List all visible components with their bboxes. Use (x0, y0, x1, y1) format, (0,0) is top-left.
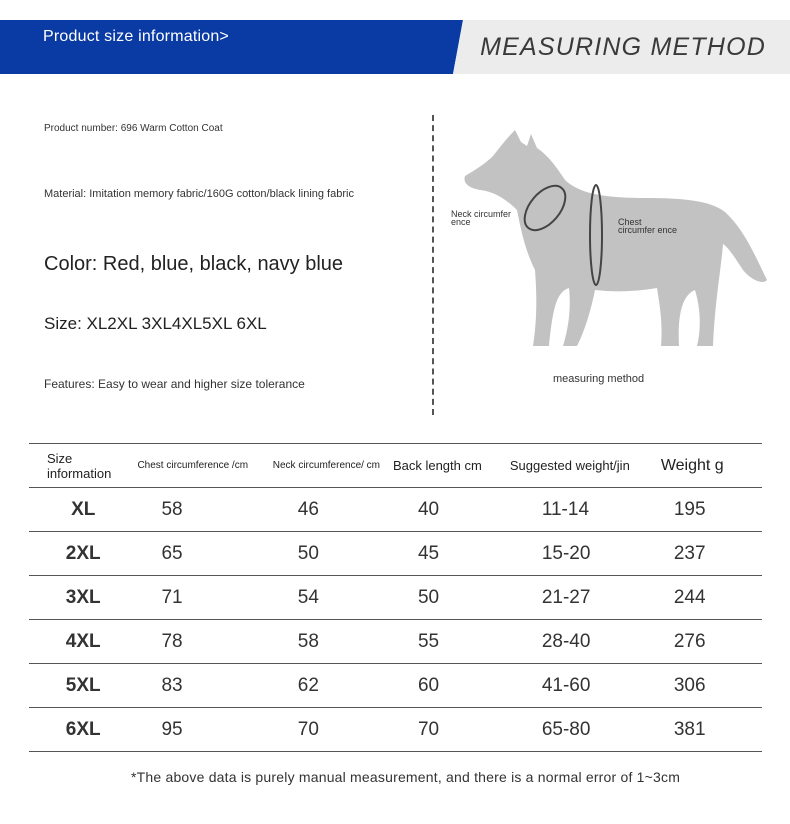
cell-chest: 83 (137, 664, 272, 708)
table-row (29, 620, 762, 664)
cell-chest: 78 (137, 620, 272, 664)
table-row (29, 576, 762, 620)
cell-size: 3XL (29, 576, 137, 620)
size-table (29, 443, 762, 752)
header-neck: Neck circumference/ cm (273, 444, 393, 488)
cell-back: 55 (393, 620, 510, 664)
cell-neck: 46 (273, 488, 393, 532)
cell-weight-g: 237 (661, 532, 762, 576)
cell-weight-suggested: 28-40 (510, 620, 661, 664)
cell-neck: 58 (273, 620, 393, 664)
cell-size: 5XL (29, 664, 137, 708)
cell-weight-g: 276 (661, 620, 762, 664)
cell-chest: 95 (137, 708, 272, 752)
chest-label: Chest circumfer ence (618, 217, 678, 235)
dog-body (465, 130, 767, 346)
cell-weight-g: 195 (661, 488, 762, 532)
neck-label: Neck circumfer ence (451, 209, 512, 227)
header-weight-g: Weight g (661, 444, 762, 488)
header-back: Back length cm (393, 444, 510, 488)
table-body (29, 488, 762, 752)
product-color: Color: Red, blue, black, navy blue (44, 253, 344, 275)
cell-neck: 50 (273, 532, 393, 576)
dog-silhouette-icon (445, 120, 775, 360)
header-size: Size information (29, 444, 137, 488)
cell-size: 6XL (29, 708, 137, 752)
table-header-row (29, 444, 762, 488)
cell-size: XL (29, 488, 137, 532)
table-row (29, 708, 762, 752)
cell-size: 2XL (29, 532, 137, 576)
cell-back: 40 (393, 488, 510, 532)
cell-weight-suggested: 11-14 (510, 488, 661, 532)
cell-weight-suggested: 41-60 (510, 664, 661, 708)
table-row (29, 532, 762, 576)
cell-weight-suggested: 65-80 (510, 708, 661, 752)
cell-weight-suggested: 15-20 (510, 532, 661, 576)
cell-neck: 54 (273, 576, 393, 620)
cell-neck: 62 (273, 664, 393, 708)
header-suggested-weight: Suggested weight/jin (510, 444, 661, 488)
cell-weight-g: 381 (661, 708, 762, 752)
table-row (29, 488, 762, 532)
cell-chest: 65 (137, 532, 272, 576)
header-chest: Chest circumference /cm (137, 444, 272, 488)
cell-back: 50 (393, 576, 510, 620)
banner-left-title: Product size information> (43, 28, 229, 45)
footnote: *The above data is purely manual measurement, and there is a normal error of 1~3cm (131, 769, 681, 785)
dashed-divider (432, 115, 434, 415)
cell-chest: 71 (137, 576, 272, 620)
product-material: Material: Imitation memory fabric/160G cotton/black lining fabric (44, 188, 354, 200)
header-banner (0, 20, 790, 74)
cell-chest: 58 (137, 488, 272, 532)
cell-weight-g: 306 (661, 664, 762, 708)
cell-back: 45 (393, 532, 510, 576)
cell-back: 60 (393, 664, 510, 708)
table-row (29, 664, 762, 708)
measuring-caption: measuring method (553, 373, 645, 385)
banner-right-title: MEASURING METHOD (480, 33, 766, 61)
product-number: Product number: 696 Warm Cotton Coat (44, 123, 223, 134)
cell-size: 4XL (29, 620, 137, 664)
cell-back: 70 (393, 708, 510, 752)
product-size: Size: XL2XL 3XL4XL5XL 6XL (44, 314, 267, 333)
cell-weight-g: 244 (661, 576, 762, 620)
product-features: Features: Easy to wear and higher size tolerance (44, 377, 305, 391)
cell-weight-suggested: 21-27 (510, 576, 661, 620)
cell-neck: 70 (273, 708, 393, 752)
